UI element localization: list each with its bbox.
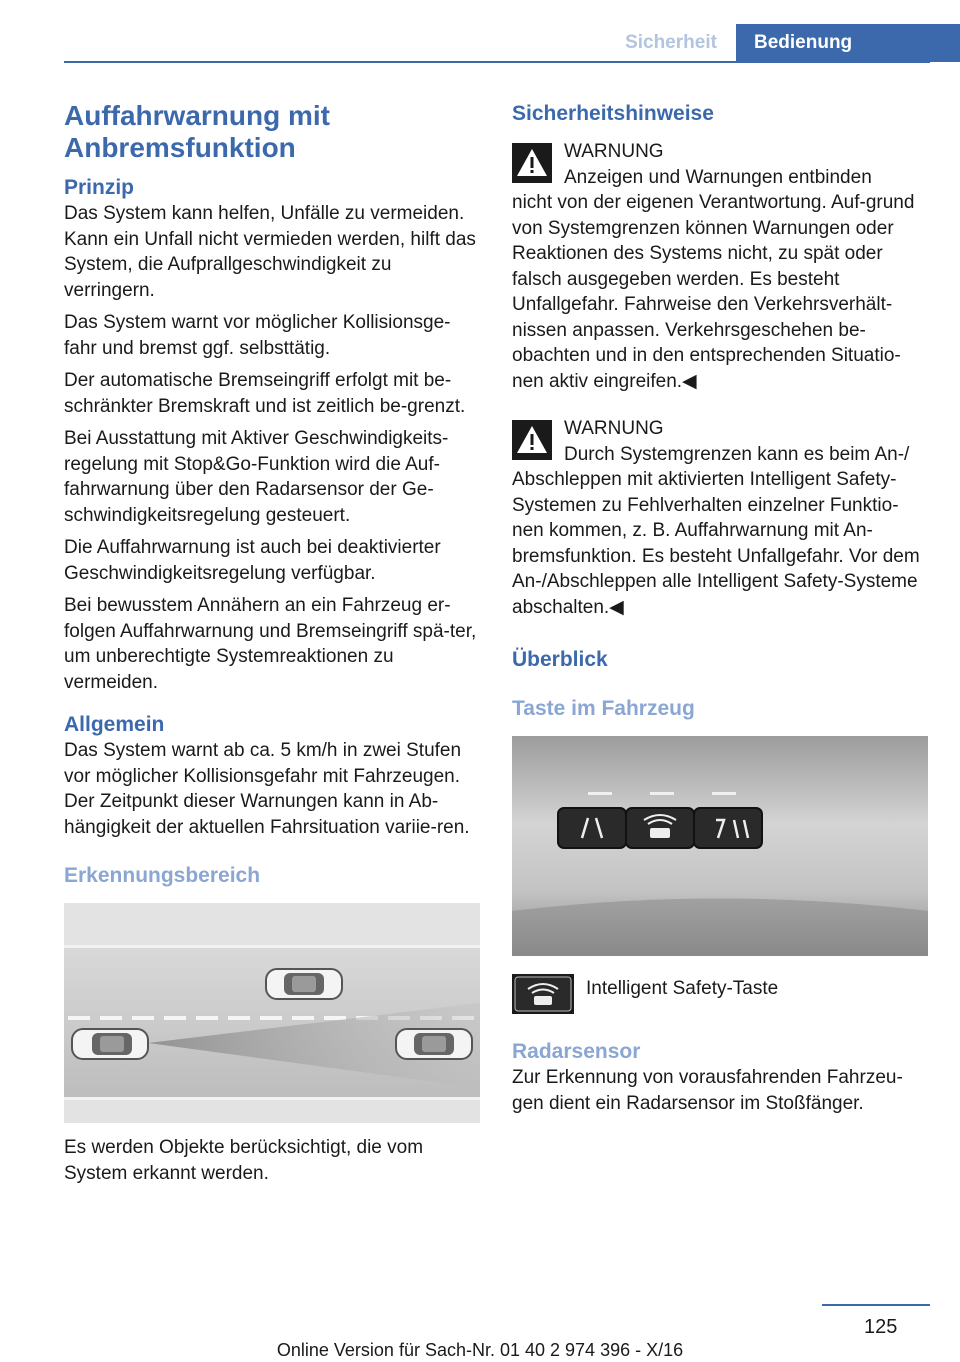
button-panel-photo [512, 736, 928, 956]
heading-taste-im-fahrzeug: Taste im Fahrzeug [512, 697, 695, 720]
warning-2-text: Abschleppen mit aktivierten Intelligent Safety-Systemen zu Fehlverhalten einzelner Funktio‐nen kommen, z. B. Auffahrwarnung mit An‐bremsfunktion. Es besteht Unfallgefahr. Vor dem An-/Abschleppen alle Intelligent Safety-Systeme abschalten.◀ [512, 469, 920, 618]
erkennung-caption: Es werden Objekte berücksichtigt, die vom System erkannt werden. [64, 1137, 424, 1184]
lane-departure-button [558, 808, 626, 848]
button-legend-text: Intelligent Safety-Taste [586, 978, 779, 999]
left-column [64, 100, 480, 1193]
detection-range-figure [64, 903, 480, 1123]
warning-1-text: nicht von der eigenen Verantwortung. Auf‐grund von Systemgrenzen können Warnungen oder Reaktionen des Systems nicht, zu spät oder falsch ausgegeben werden. Es besteht Unfallgefahr. Fahrweise den Verkehrsverhält‐nissen anpassen. Verkehrsgeschehen be‐obachten und in den entsprechenden Situatio‐nen aktiv eingreifen.◀ [512, 192, 915, 392]
page-title: Auffahrwarnung mit Anbremsfunktion [64, 100, 330, 163]
car-adjacent-lane-icon [266, 969, 342, 999]
tab-sicherheit[interactable]: Sicherheit [606, 24, 736, 62]
warning-2-line1: Durch Systemgrenzen kann es beim An-/ [564, 443, 910, 465]
heading-ueberblick: Überblick [512, 648, 608, 671]
heading-prinzip: Prinzip [64, 176, 135, 199]
car-ahead-icon [396, 1029, 472, 1059]
footer-rule [822, 1304, 930, 1306]
lane-change-button [694, 808, 762, 848]
intelligent-safety-button [626, 808, 694, 848]
header-rule [64, 61, 930, 63]
intelligent-safety-icon [512, 974, 574, 1014]
warning-1-line1: Anzeigen und Warnungen entbinden [564, 166, 872, 188]
page-number: 125 [864, 1316, 898, 1338]
button-legend [512, 974, 928, 1016]
detection-range-illustration [64, 903, 480, 1123]
warning-1-label: WARNUNG [564, 141, 664, 162]
warning-triangle-icon [512, 143, 552, 183]
prinzip-paragraph-2: Das System warnt vor möglicher Kollisionsge‐fahr und bremst ggf. selbsttätig. [64, 312, 451, 359]
warning-2-label: WARNUNG [564, 418, 664, 439]
prinzip-paragraph-4: Bei Ausstattung mit Aktiver Geschwindigkeits‐regelung mit Stop&Go-Funktion wird die Auf‐fahrwarnung über den Radarsensor der Ge‐schwindigkeitsregelung gesteuert. [64, 428, 449, 526]
warning-triangle-icon [512, 420, 552, 460]
prinzip-paragraph-1: Das System kann helfen, Unfälle zu vermeiden. Kann ein Unfall nicht vermieden werden, hilft das System, die Aufprallgeschwindigkeit zu verringern. [64, 203, 476, 301]
own-car-icon [72, 1029, 148, 1059]
prinzip-paragraph-6: Bei bewusstem Annähern an ein Fahrzeug er‐folgen Auffahrwarnung und Bremseingriff spä‐ter, um unberechtigte Systemreaktionen zu vermeiden. [64, 595, 477, 693]
tab-bedienung[interactable]: Bedienung [736, 24, 960, 62]
heading-erkennungsbereich: Erkennungsbereich [64, 864, 261, 887]
prinzip-paragraph-5: Die Auffahrwarnung ist auch bei deaktivierter Geschwindigkeitsregelung verfügbar. [64, 537, 441, 584]
heading-sicherheitshinweise: Sicherheitshinweise [512, 102, 714, 125]
allgemein-text: Das System warnt ab ca. 5 km/h in zwei Stufen vor möglicher Kollisionsgefahr mit Fahrzeugen. Der Zeitpunkt dieser Warnungen kann in Ab‐hängigkeit der aktuellen Fahrsituation variie‐ren. [64, 740, 470, 838]
right-column [512, 100, 928, 1123]
radar-text: Zur Erkennung von vorausfahrenden Fahrzeu‐gen dient ein Radarsensor im Stoßfänger. [512, 1067, 903, 1114]
button-panel-illustration [512, 736, 928, 956]
warning-block-2 [512, 416, 928, 620]
footer-text: Online Version für Sach-Nr. 01 40 2 974 396 - X/16 [276, 1340, 684, 1360]
warning-block-1 [512, 139, 928, 394]
heading-allgemein: Allgemein [64, 713, 165, 736]
header-tabs [606, 24, 960, 62]
heading-radarsensor: Radarsensor [512, 1040, 641, 1063]
prinzip-paragraph-3: Der automatische Bremseingriff erfolgt mit be‐schränkter Bremskraft und ist zeitlich be‐grenzt. [64, 370, 466, 417]
